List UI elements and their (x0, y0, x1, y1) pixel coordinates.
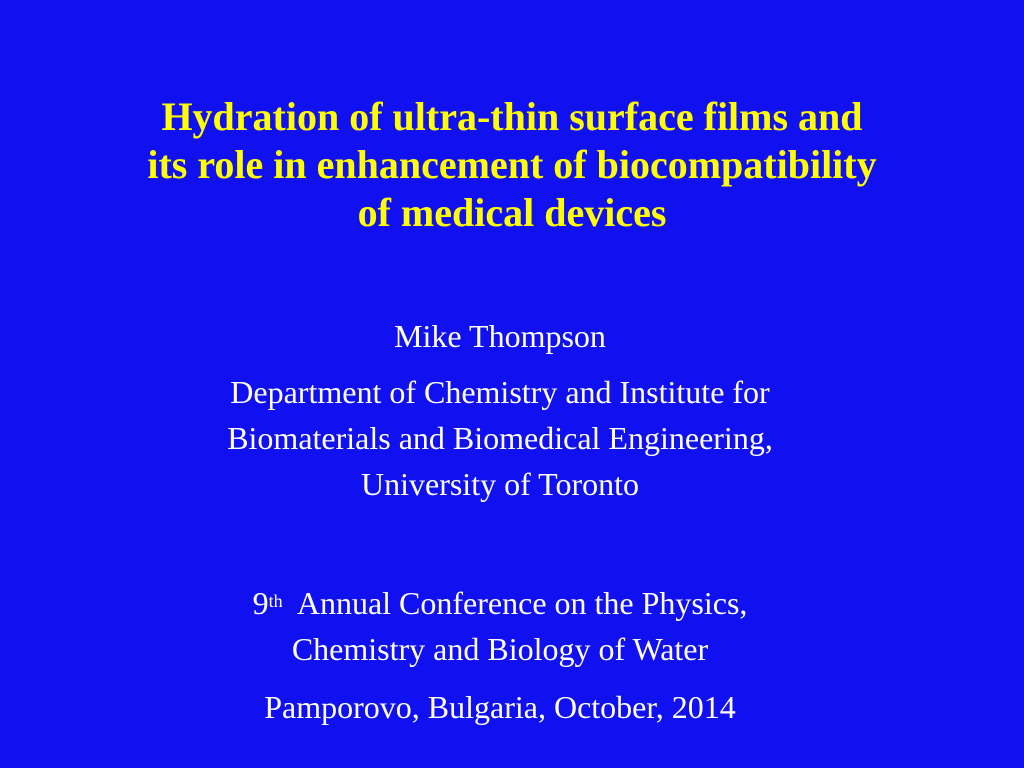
conference-ordinal-suffix: th (268, 591, 283, 611)
affiliation-line-2: Biomaterials and Biomedical Engineering, (227, 420, 773, 456)
author-name: Mike Thompson (394, 318, 606, 354)
slide-title (60, 93, 964, 237)
conference-ordinal-number: 9 (252, 585, 269, 621)
conference-location-date: Pamporovo, Bulgaria, October, 2014 (264, 689, 736, 725)
conference-line-1 (0, 580, 1000, 626)
affiliation-line-3: University of Toronto (360, 466, 640, 502)
conference-line-2: Chemistry and Biology of Water (291, 631, 709, 667)
conference-name (0, 580, 1000, 672)
title-line-1: Hydration of ultra-thin surface films and (161, 94, 863, 139)
affiliation (0, 369, 1000, 507)
affiliation-line-1: Department of Chemistry and Institute for (230, 374, 770, 410)
title-line-3: of medical devices (357, 190, 667, 235)
title-line-2: its role in enhancement of biocompatibility (147, 142, 877, 187)
conference-line-1-text: Annual Conference on the Physics, (296, 585, 748, 621)
